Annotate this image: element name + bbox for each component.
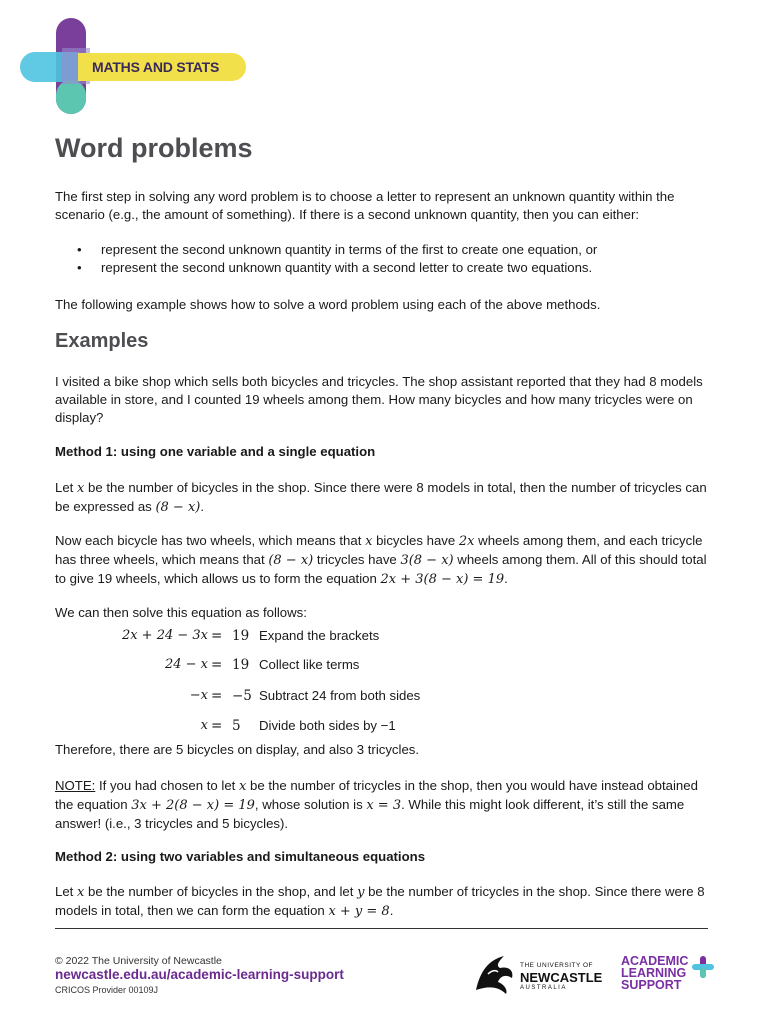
academic-learning-support-logo: ACADEMIC LEARNING SUPPORT [621,954,689,992]
equation-step: 2x + 24 − 3x = 19 Expand the brackets [121,628,380,644]
following-paragraph: The following example shows how to solve a word problem using each of the above methods. [55,297,601,312]
method1-paragraph2: Now each bicycle has two wheels, which means that x bicycles have 2x wheels among them, and each tricycle has three wheels, which means that (8 − x) tricycles have 3(8 − x) wheels among them. All of this should total to give 19 wheels, which allows us to form the equation 2x + 3(8 − x) = 19. [55,533,707,587]
website-link[interactable]: newcastle.edu.au/academic-learning-support [55,967,344,982]
solve-intro: We can then solve this equation as follows: [55,605,307,620]
conclusion: Therefore, there are 5 bicycles on display, and also 3 tricycles. [55,742,420,757]
method-list [55,241,597,277]
equation-step: 24 − x = 19 Collect like terms [164,657,360,673]
method2-paragraph1: Let x be the number of bicycles in the shop, and let y be the number of tricycles in the shop. Since there were 8 models in total, then we can form the equation x + y = 8. [55,884,705,919]
header-banner-label: MATHS AND STATS [92,59,220,75]
note-paragraph: NOTE: If you had chosen to let x be the number of tricycles in the shop, then you would have instead obtained the equation 3x + 2(8 − x) = 19, whose solution is x = 3. While this might look different, it’s still the same answer! (i.e., 3 tricycles and 5 bicycles). [55,778,698,831]
footer-divider [55,928,708,929]
list-item: • represent the second unknown quantity in terms of the first to create one equation, or [55,241,597,259]
method1-heading: Method 1: using one variable and a single equation [55,444,376,459]
problem-statement: I visited a bike shop which sells both bicycles and tricycles. The shop assistant reported that they had 8 models available in store, and I counted 19 wheels among them. How many bicycles and how many tricycles were on display? [55,374,703,425]
university-crest-icon [470,950,518,996]
copyright: © 2022 The University of Newcastle [55,955,222,967]
university-name: NEWCASTLE [520,970,603,985]
list-item: • represent the second unknown quantity with a second letter to create two equations. [55,259,597,277]
university-small-label: THE UNIVERSITY OF [520,962,594,969]
equation-step: −x = −5 Subtract 24 from both sides [189,688,421,704]
page-title: Word problems [55,133,253,163]
examples-heading: Examples [55,330,149,352]
method1-paragraph1: Let x be the number of bicycles in the shop. Since there were 8 models in total, then the number of tricycles can be expressed as (8 − x). [55,480,707,515]
cricos-code: CRICOS Provider 00109J [55,985,159,995]
university-country: AUSTRALIA [520,985,567,991]
plus-icon [692,956,714,978]
intro-paragraph: The first step in solving any word problem is to choose a letter to represent an unknown quantity within the scenario (e.g., the amount of something). If there is a second unknown quantity, then you can either: [55,189,675,222]
equation-step: x = 5 Divide both sides by −1 [200,718,396,734]
method2-heading: Method 2: using two variables and simultaneous equations [55,849,426,864]
